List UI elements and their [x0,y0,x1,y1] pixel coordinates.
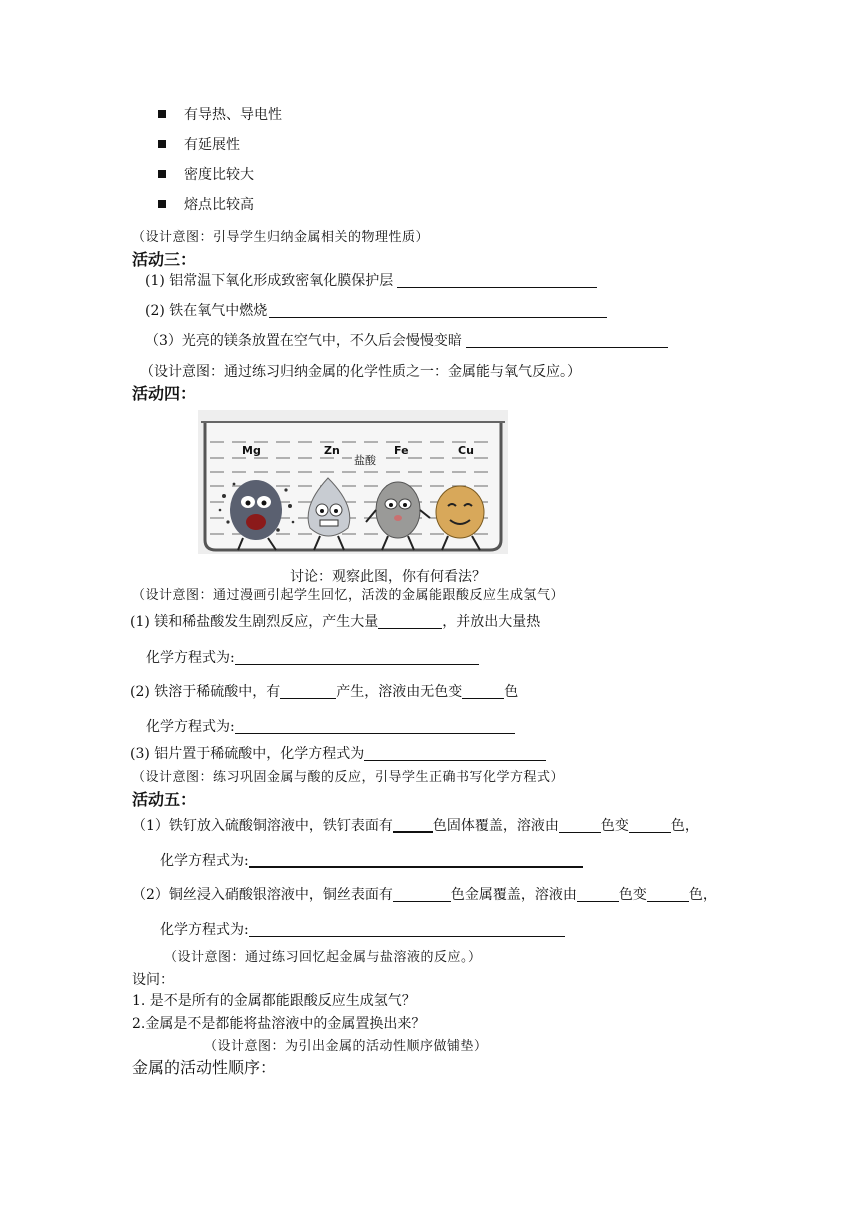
equation-blank[interactable] [249,922,565,937]
label-zn: Zn [324,444,340,457]
q2-text-3: 色变 [618,887,647,903]
bullet-text: 密度比较大 [184,167,254,183]
equation-blank[interactable] [364,746,546,761]
answer-blank[interactable] [280,684,336,699]
activity-5-heading: 活动五： [132,790,197,809]
q1-text: (1) 镁和稀盐酸发生剧烈反应，产生大量 [130,614,379,630]
activity-4-intent: （设计意图：通过漫画引起学生回忆，活泼的金属能跟酸反应生成氢气） [132,588,565,603]
beaker-cartoon-figure [198,410,508,554]
label-mg: Mg [242,444,261,457]
label-cu: Cu [458,444,474,457]
q1-text: （1）铁钉放入硫酸铜溶液中，铁钉表面有 [132,818,393,834]
q2-text-end: 色 [504,684,519,700]
answer-blank[interactable] [393,887,451,902]
bullet-square-icon [158,110,166,118]
questions-intent: （设计意图：为引出金属的活动性顺序做铺垫） [204,1039,488,1054]
q1-text-end: ，并放出大量热 [442,614,541,630]
bullet-square-icon [158,170,166,178]
equation-line [160,850,583,870]
answer-blank[interactable] [378,614,442,629]
bullet-text: 有导热、导电性 [184,107,282,123]
activity-4-q1 [130,611,540,631]
equation-line [146,716,515,736]
bullet-item [158,134,240,154]
bullet-square-icon [158,200,166,208]
q2-text-4: 色， [688,887,717,903]
activity-4-intent-2: （设计意图：练习巩固金属与酸的反应，引导学生正确书写化学方程式） [132,770,565,785]
activity-3-q3 [145,330,668,350]
beaker-illustration [198,410,508,554]
bullet-text: 熔点比较高 [184,197,254,213]
activity-3-q1 [145,270,597,290]
answer-blank[interactable] [466,333,668,348]
equation-line [146,647,479,667]
q3-text: (3) 铝片置于稀硫酸中，化学方程式为 [130,746,365,762]
bullet-square-icon [158,140,166,148]
activity-5-q1 [132,815,699,835]
activity-4-heading: 活动四： [132,384,197,403]
equation-label: 化学方程式为: [160,853,249,869]
label-hcl: 盐酸 [354,454,376,467]
figure-caption: 讨论：观察此图，你有何看法？ [290,569,486,585]
equation-blank[interactable] [249,852,583,868]
answer-blank[interactable] [269,303,607,318]
answer-blank[interactable] [629,818,671,833]
answer-blank[interactable] [393,817,433,833]
equation-label: 化学方程式为: [146,719,235,735]
question-2: 2.金属是不是都能将盐溶液中的金属置换出来？ [132,1016,426,1032]
bullet-item [158,164,254,184]
activity-order-heading: 金属的活动性顺序： [132,1058,277,1077]
question-1: 1. 是不是所有的金属都能跟酸反应生成氢气？ [132,993,416,1009]
q1-text-4: 色， [670,818,699,834]
equation-line [160,919,565,939]
q2-text-2: 色金属覆盖，溶液由 [450,887,577,903]
q1-text-3: 色变 [600,818,629,834]
questions-label: 设问： [132,972,174,988]
equation-blank[interactable] [235,650,479,665]
answer-blank[interactable] [647,887,689,902]
activity-5-intent: （设计意图：通过练习回忆起金属与盐溶液的反应。） [164,950,482,965]
q2-text-mid: 产生，溶液由无色变 [336,684,463,700]
q2-text: （2）铜丝浸入硝酸银溶液中，铜丝表面有 [132,887,393,903]
q1-text: (1) 铝常温下氧化形成致密氧化膜保护层 [145,273,394,289]
q3-text: （3）光亮的镁条放置在空气中，不久后会慢慢变暗 [145,333,462,349]
bullet-text: 有延展性 [184,137,240,153]
activity-5-q2 [132,884,717,904]
equation-label: 化学方程式为: [146,650,235,666]
answer-blank[interactable] [397,273,597,288]
answer-blank[interactable] [577,887,619,902]
activity-3-q2 [145,300,607,320]
activity-3-intent: （设计意图：通过练习归纳金属的化学性质之一：金属能与氧气反应。） [140,364,581,380]
q2-text: (2) 铁在氧气中燃烧 [145,303,268,319]
equation-label: 化学方程式为: [160,922,249,938]
label-fe: Fe [394,444,409,457]
answer-blank[interactable] [559,818,601,833]
bullet-item [158,194,254,214]
bullet-item [158,104,282,124]
activity-4-q3 [130,743,546,763]
activity-3-heading: 活动三： [132,250,197,269]
q1-text-2: 色固体覆盖，溶液由 [432,818,559,834]
design-intent-1: （设计意图：引导学生归纳金属相关的物理性质） [132,230,430,245]
answer-blank[interactable] [462,684,504,699]
equation-blank[interactable] [235,719,515,734]
q2-text: (2) 铁溶于稀硫酸中，有 [130,684,281,700]
activity-4-q2 [130,681,518,701]
